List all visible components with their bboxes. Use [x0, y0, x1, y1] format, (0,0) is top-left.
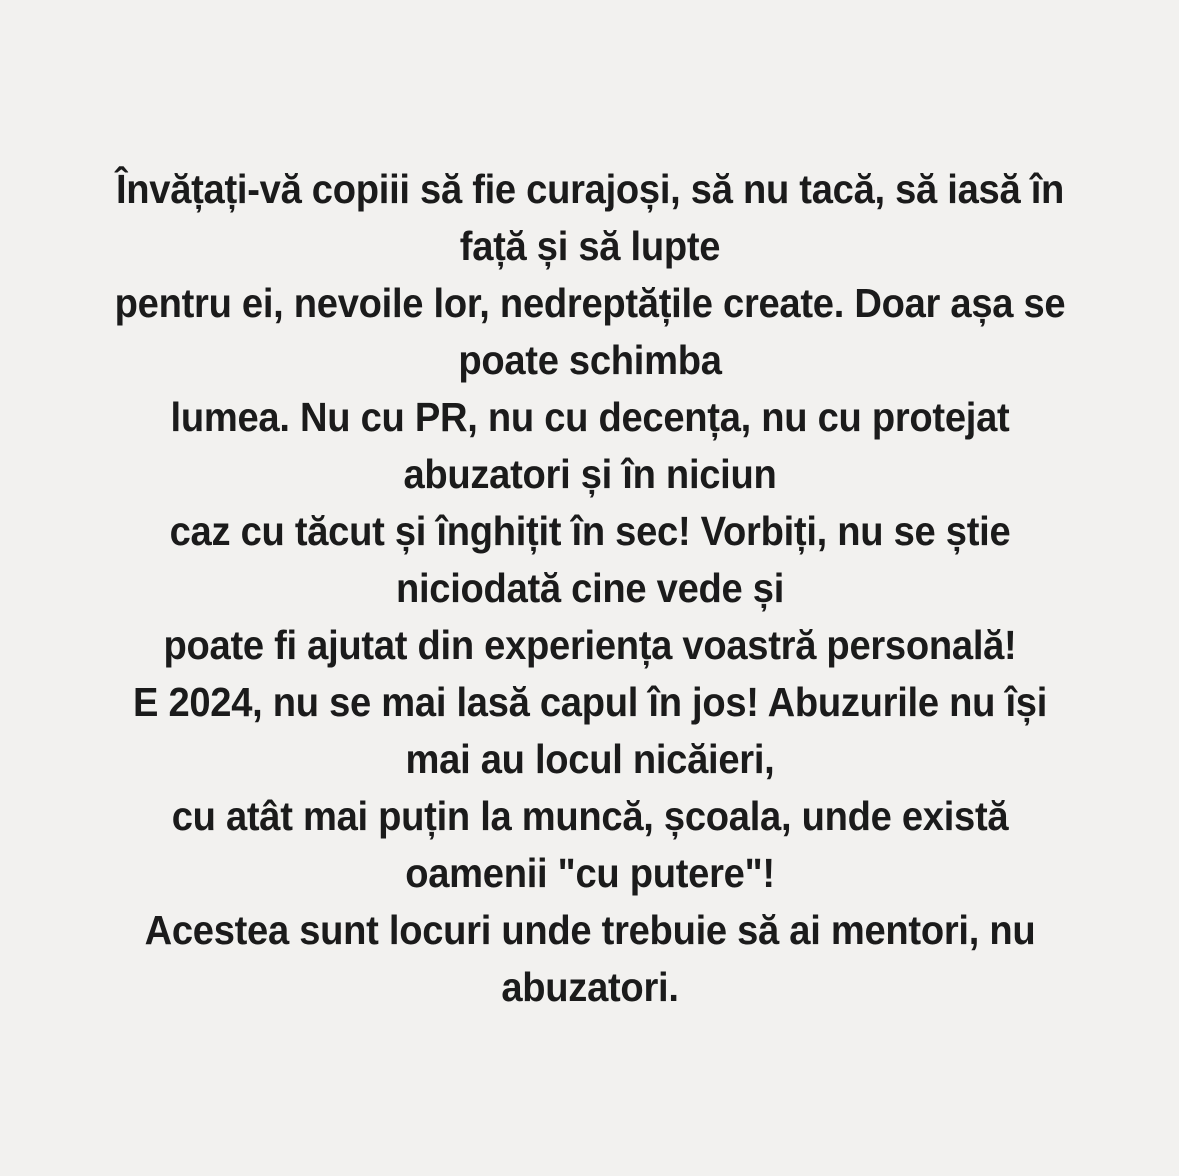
quote-text-block [106, 161, 1073, 1016]
quote-line: cu atât mai puțin la muncă, școala, unde există oamenii "cu putere"! [171, 792, 1008, 896]
quote-line: pentru ei, nevoile lor, nedreptățile create. Doar așa se poate schimba [114, 279, 1065, 383]
quote-line: E 2024, nu se mai lasă capul în jos! Abuzurile nu își mai au locul nicăieri, [132, 678, 1047, 782]
quote-line: Învățați-vă copiii să fie curajoși, să nu tacă, să iasă în față și să lupte [115, 165, 1064, 269]
quote-paragraph-2 [106, 674, 1073, 1016]
quote-line: poate fi ajutat din experiența voastră personală! [163, 621, 1016, 668]
quote-line: Acestea sunt locuri unde trebuie să ai mentori, nu abuzatori. [144, 906, 1035, 1010]
quote-paragraph-1 [106, 161, 1073, 674]
quote-line: caz cu tăcut și înghițit în sec! Vorbiți, nu se știe niciodată cine vede și [169, 507, 1010, 611]
quote-line: lumea. Nu cu PR, nu cu decența, nu cu protejat abuzatori și în niciun [170, 393, 1009, 497]
